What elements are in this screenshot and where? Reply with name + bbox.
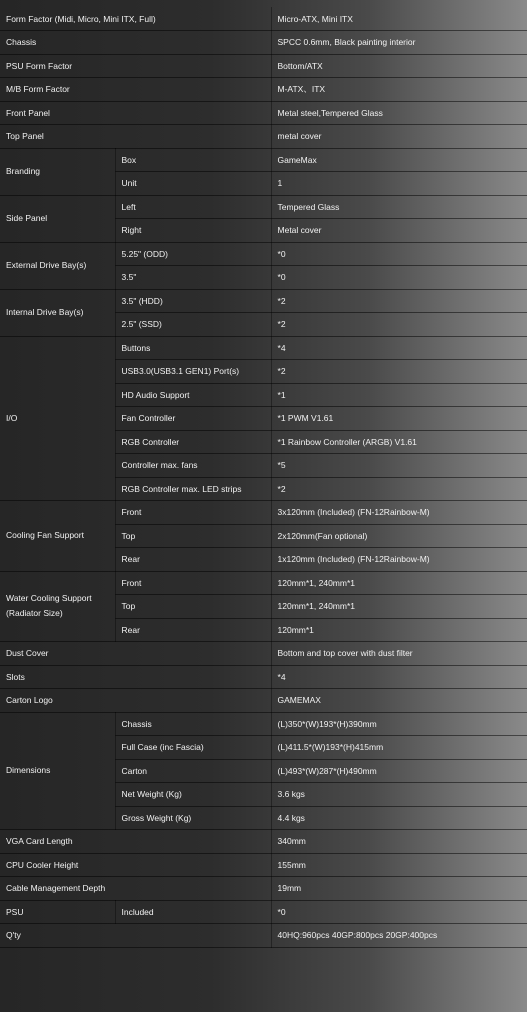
row-value: 120mm*1, 240mm*1	[271, 595, 527, 619]
table-row	[0, 148, 527, 172]
table-row	[0, 125, 527, 149]
table-row	[0, 877, 527, 901]
row-value: Micro-ATX, Mini ITX	[271, 7, 527, 31]
row-value: Bottom and top cover with dust filter	[271, 642, 527, 666]
row-sublabel: 2.5" (SSD)	[115, 313, 271, 337]
row-sublabel: RGB Controller max. LED strips	[115, 477, 271, 501]
row-value: *0	[271, 266, 527, 290]
row-sublabel: Top	[115, 595, 271, 619]
row-sublabel: Front	[115, 501, 271, 525]
row-value: *1	[271, 383, 527, 407]
row-label: Dust Cover	[0, 642, 271, 666]
row-sublabel: HD Audio Support	[115, 383, 271, 407]
row-value: *2	[271, 289, 527, 313]
row-sublabel: Full Case (inc Fascia)	[115, 736, 271, 760]
table-row	[0, 31, 527, 55]
row-value: 4.4 kgs	[271, 806, 527, 830]
row-sublabel: 3.5" (HDD)	[115, 289, 271, 313]
table-row	[0, 853, 527, 877]
row-sublabel: Controller max. fans	[115, 454, 271, 478]
row-sublabel: Rear	[115, 618, 271, 642]
row-label: PSU	[0, 900, 115, 924]
row-value: GameMax	[271, 148, 527, 172]
row-value: *4	[271, 665, 527, 689]
row-value: Bottom/ATX	[271, 54, 527, 78]
row-value: M-ATX、ITX	[271, 78, 527, 102]
row-sublabel: Unit	[115, 172, 271, 196]
row-value: Metal cover	[271, 219, 527, 243]
row-sublabel: RGB Controller	[115, 430, 271, 454]
row-value: *0	[271, 900, 527, 924]
row-value: 3x120mm (Included) (FN-12Rainbow-M)	[271, 501, 527, 525]
row-label: Form Factor (Midi, Micro, Mini ITX, Full)	[0, 7, 271, 31]
table-row	[0, 289, 527, 313]
row-sublabel: Buttons	[115, 336, 271, 360]
group-label-internal-drive-bays: Internal Drive Bay(s)	[0, 289, 115, 336]
table-row	[0, 101, 527, 125]
row-sublabel: Rear	[115, 548, 271, 572]
table-row	[0, 195, 527, 219]
row-value: *2	[271, 360, 527, 384]
row-value: *4	[271, 336, 527, 360]
row-label: Slots	[0, 665, 271, 689]
row-value: *0	[271, 242, 527, 266]
row-value: 3.6 kgs	[271, 783, 527, 807]
group-label-water-cooling-support: Water Cooling Support (Radiator Size)	[0, 571, 115, 642]
row-value: 40HQ:960pcs 40GP:800pcs 20GP:400pcs	[271, 924, 527, 948]
row-sublabel: Net Weight (Kg)	[115, 783, 271, 807]
row-value: Metal steel,Tempered Glass	[271, 101, 527, 125]
row-label: VGA Card Length	[0, 830, 271, 854]
row-sublabel: Carton	[115, 759, 271, 783]
row-value: 19mm	[271, 877, 527, 901]
table-row	[0, 571, 527, 595]
row-value: *1 Rainbow Controller (ARGB) V1.61	[271, 430, 527, 454]
table-row	[0, 501, 527, 525]
row-label: Q'ty	[0, 924, 271, 948]
row-label: Cable Management Depth	[0, 877, 271, 901]
row-label: Chassis	[0, 31, 271, 55]
row-sublabel: Included	[115, 900, 271, 924]
row-value: (L)350*(W)193*(H)390mm	[271, 712, 527, 736]
row-sublabel: USB3.0(USB3.1 GEN1) Port(s)	[115, 360, 271, 384]
row-sublabel: Top	[115, 524, 271, 548]
row-label: Carton Logo	[0, 689, 271, 713]
row-sublabel: Fan Controller	[115, 407, 271, 431]
table-row	[0, 712, 527, 736]
table-row	[0, 7, 527, 31]
spec-table	[0, 7, 527, 948]
row-value: *1 PWM V1.61	[271, 407, 527, 431]
group-label-branding: Branding	[0, 148, 115, 195]
table-row	[0, 242, 527, 266]
row-value: GAMEMAX	[271, 689, 527, 713]
row-value: (L)411.5*(W)193*(H)415mm	[271, 736, 527, 760]
row-value: 1	[271, 172, 527, 196]
row-value: 120mm*1	[271, 618, 527, 642]
row-value: 2x120mm(Fan optional)	[271, 524, 527, 548]
group-label-io: I/O	[0, 336, 115, 501]
row-value: *5	[271, 454, 527, 478]
row-label: M/B Form Factor	[0, 78, 271, 102]
table-row	[0, 665, 527, 689]
group-label-cooling-fan-support: Cooling Fan Support	[0, 501, 115, 572]
group-label-dimensions: Dimensions	[0, 712, 115, 830]
row-value: *2	[271, 477, 527, 501]
row-sublabel: 3.5"	[115, 266, 271, 290]
table-row	[0, 924, 527, 948]
table-row	[0, 336, 527, 360]
group-label-side-panel: Side Panel	[0, 195, 115, 242]
table-row	[0, 78, 527, 102]
row-sublabel: Front	[115, 571, 271, 595]
row-value: (L)493*(W)287*(H)490mm	[271, 759, 527, 783]
row-label: PSU Form Factor	[0, 54, 271, 78]
row-sublabel: 5.25" (ODD)	[115, 242, 271, 266]
table-row	[0, 54, 527, 78]
page-bottom-strip	[0, 998, 527, 1012]
table-row	[0, 900, 527, 924]
row-value: 155mm	[271, 853, 527, 877]
row-value: SPCC 0.6mm, Black painting interior	[271, 31, 527, 55]
group-label-external-drive-bays: External Drive Bay(s)	[0, 242, 115, 289]
table-row	[0, 689, 527, 713]
row-label: Front Panel	[0, 101, 271, 125]
table-row	[0, 830, 527, 854]
row-label: Top Panel	[0, 125, 271, 149]
row-label: CPU Cooler Height	[0, 853, 271, 877]
row-sublabel: Right	[115, 219, 271, 243]
row-sublabel: Gross Weight (Kg)	[115, 806, 271, 830]
row-value: 120mm*1, 240mm*1	[271, 571, 527, 595]
row-value: *2	[271, 313, 527, 337]
row-value: metal cover	[271, 125, 527, 149]
table-row	[0, 642, 527, 666]
row-value: 340mm	[271, 830, 527, 854]
row-value: Tempered Glass	[271, 195, 527, 219]
row-sublabel: Box	[115, 148, 271, 172]
row-sublabel: Chassis	[115, 712, 271, 736]
row-sublabel: Left	[115, 195, 271, 219]
row-value: 1x120mm (Included) (FN-12Rainbow-M)	[271, 548, 527, 572]
